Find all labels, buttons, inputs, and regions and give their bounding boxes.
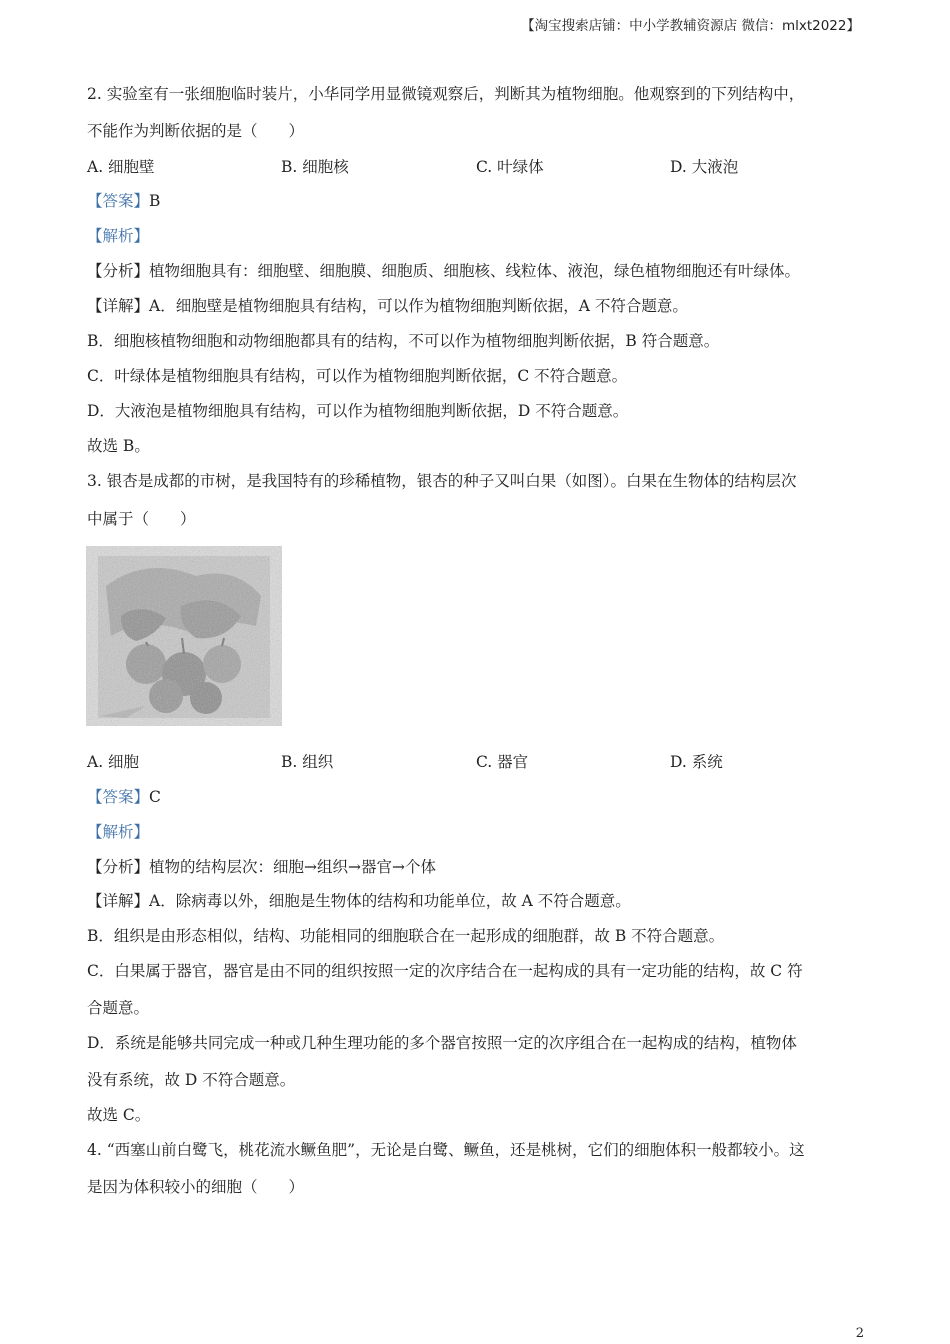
q3-detail-c-line-2: 合题意。 bbox=[87, 999, 150, 1017]
q3-option-a: A. 细胞 bbox=[87, 753, 140, 771]
q2-detail-b: B．细胞核植物细胞和动物细胞都具有的结构，不可以作为植物细胞判断依据，B 符合题意。 bbox=[87, 332, 720, 350]
q3-analysis-tag: 【解析】 bbox=[87, 823, 150, 841]
q2-answer-tag: 【答案】 bbox=[87, 192, 150, 210]
q3-fenxi-text: 植物的结构层次：细胞→组织→器官→个体 bbox=[149, 858, 436, 876]
q2-fenxi-tag: 【分析】 bbox=[87, 262, 150, 280]
q3-fenxi-line bbox=[87, 855, 436, 877]
q2-fenxi-line bbox=[87, 259, 800, 281]
q2-detail-line-a bbox=[87, 294, 688, 316]
q3-detail-a: A．除病毒以外，细胞是生物体的结构和功能单位，故 A 不符合题意。 bbox=[149, 892, 631, 910]
q3-detail-d-line-1: D．系统是能够共同完成一种或几种生理功能的多个器官按照一定的次序组合在一起构成的结构，植物体 bbox=[87, 1034, 797, 1052]
q2-detail-tag: 【详解】 bbox=[87, 297, 150, 315]
q3-fenxi-tag: 【分析】 bbox=[87, 858, 150, 876]
q2-fenxi-text: 植物细胞具有：细胞壁、细胞膜、细胞质、细胞核、线粒体、液泡，绿色植物细胞还有叶绿体。 bbox=[149, 262, 801, 280]
q2-option-b: B. 细胞核 bbox=[281, 158, 349, 176]
q3-option-c: C. 器官 bbox=[476, 753, 529, 771]
q4-stem-line-1: 4. “西塞山前白鹭飞，桃花流水鳜鱼肥”，无论是白鹭、鳜鱼，还是桃树，它们的细胞体积一般都较小。这 bbox=[87, 1141, 805, 1159]
q3-detail-line-a bbox=[87, 889, 631, 911]
q2-detail-c: C．叶绿体是植物细胞具有结构，可以作为植物细胞判断依据，C 不符合题意。 bbox=[87, 367, 628, 385]
ginkgo-seed-illustration bbox=[86, 546, 282, 726]
q2-answer-value: B bbox=[149, 192, 161, 210]
q3-detail-b: B．组织是由形态相似，结构、功能相同的细胞联合在一起形成的细胞群，故 B 不符合题意。 bbox=[87, 927, 725, 945]
q3-detail-tag: 【详解】 bbox=[87, 892, 150, 910]
q3-option-b: B. 组织 bbox=[281, 753, 334, 771]
page-header: 【淘宝搜索店铺：中小学教辅资源店 微信：mlxt2022】 bbox=[521, 18, 860, 34]
q3-stem-line-2: 中属于（ ） bbox=[87, 510, 196, 528]
q3-detail-d-line-2: 没有系统，故 D 不符合题意。 bbox=[87, 1071, 296, 1089]
q3-answer-value: C bbox=[149, 788, 161, 806]
q2-answer-line bbox=[87, 189, 160, 211]
q2-detail-d: D．大液泡是植物细胞具有结构，可以作为植物细胞判断依据，D 不符合题意。 bbox=[87, 402, 629, 420]
q3-conclusion: 故选 C。 bbox=[87, 1106, 151, 1124]
q3-answer-line bbox=[87, 785, 161, 807]
q2-option-a: A. 细胞壁 bbox=[87, 158, 155, 176]
q2-analysis-tag: 【解析】 bbox=[87, 227, 150, 245]
q2-stem-line-1: 2. 实验室有一张细胞临时装片，小华同学用显微镜观察后，判断其为植物细胞。他观察到的下列结构中， bbox=[87, 85, 805, 103]
q4-stem-line-2: 是因为体积较小的细胞（ ） bbox=[87, 1178, 305, 1196]
q2-conclusion: 故选 B。 bbox=[87, 437, 150, 455]
page-number: 2 bbox=[855, 1326, 864, 1341]
q3-stem-line-1: 3. 银杏是成都的市树，是我国特有的珍稀植物，银杏的种子又叫白果（如图）。白果在生物体的结构层次 bbox=[87, 472, 797, 490]
q3-option-d: D. 系统 bbox=[670, 753, 723, 771]
q3-answer-tag: 【答案】 bbox=[87, 788, 150, 806]
q2-option-c: C. 叶绿体 bbox=[476, 158, 544, 176]
q2-detail-a: A．细胞壁是植物细胞具有结构，可以作为植物细胞判断依据，A 不符合题意。 bbox=[149, 297, 688, 315]
q3-detail-c-line-1: C．白果属于器官，器官是由不同的组织按照一定的次序结合在一起构成的具有一定功能的结构，故 C 符 bbox=[87, 962, 803, 980]
ginkgo-seed-figure bbox=[86, 546, 282, 726]
q2-option-d: D. 大液泡 bbox=[670, 158, 739, 176]
q2-stem-line-2: 不能作为判断依据的是（ ） bbox=[87, 122, 305, 140]
